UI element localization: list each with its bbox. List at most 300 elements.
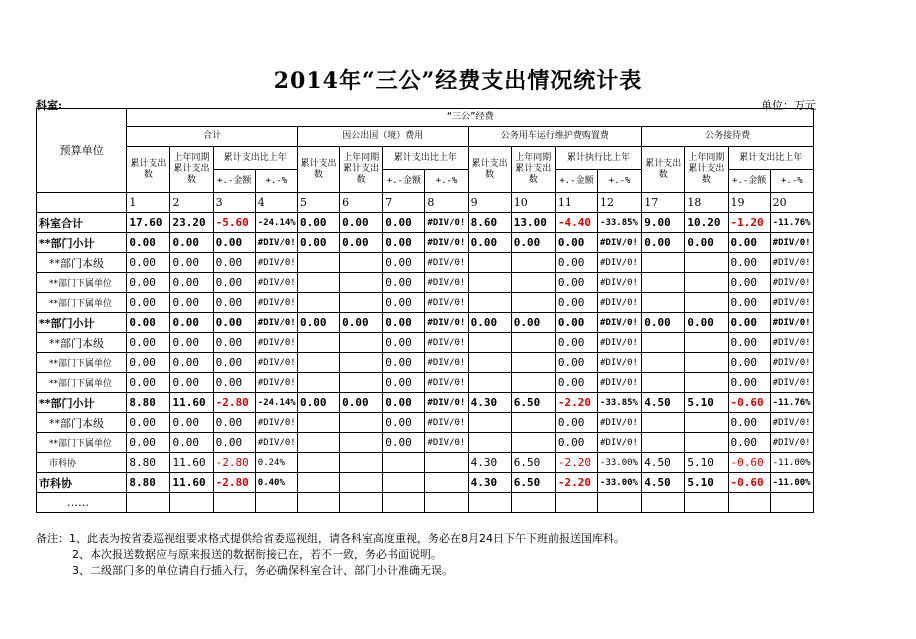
row-cell	[685, 333, 728, 353]
row-cell: -11.00%	[770, 473, 813, 493]
header-group-abroad: 因公出国（境）费用	[297, 127, 468, 147]
row-cell: #DIV/0!	[425, 433, 468, 453]
row-cell: 0.00	[213, 313, 255, 333]
header-compare: 累计支出比上年	[383, 147, 468, 170]
table-row	[37, 213, 814, 233]
row-cell: 0.00	[170, 353, 213, 373]
row-cell	[685, 413, 728, 433]
row-cell	[340, 433, 383, 453]
row-cell: 0.00	[511, 233, 555, 253]
row-cell: #DIV/0!	[770, 413, 813, 433]
row-cell: 6.50	[511, 453, 555, 473]
row-cell: 0.00	[383, 293, 425, 313]
header-amount: +.-金额	[213, 170, 255, 193]
row-unit-name: **部门下属单位	[37, 293, 127, 313]
row-cell: 11.60	[170, 473, 213, 493]
row-cell: 0.00	[340, 213, 383, 233]
row-cell: 10.20	[685, 213, 728, 233]
row-cell: 0.00	[642, 233, 685, 253]
row-cell	[297, 373, 339, 393]
row-cell: 0.00	[170, 413, 213, 433]
row-cell: 8.80	[127, 393, 170, 413]
header-compare: 累计支出比上年	[728, 147, 813, 170]
row-cell: 0.00	[170, 253, 213, 273]
header-amount: +.-金额	[728, 170, 770, 193]
row-cell: 0.00	[170, 233, 213, 253]
row-cell: -2.20	[555, 393, 597, 413]
header-group-total: 合计	[127, 127, 298, 147]
row-cell: #DIV/0!	[598, 433, 642, 453]
row-cell: 4.50	[642, 473, 685, 493]
column-number: 3	[213, 193, 255, 213]
header-amount: +.-金额	[383, 170, 425, 193]
row-unit-name: **部门下属单位	[37, 373, 127, 393]
row-cell: #DIV/0!	[255, 313, 297, 333]
row-cell	[297, 473, 339, 493]
row-cell: 11.60	[170, 453, 213, 473]
row-cell	[511, 253, 555, 273]
table-row	[37, 393, 814, 413]
row-cell: 0.00	[383, 273, 425, 293]
row-cell: 0.00	[728, 333, 770, 353]
row-cell: 0.00	[728, 273, 770, 293]
row-cell: 17.60	[127, 213, 170, 233]
row-cell	[468, 253, 511, 273]
row-unit-name: **部门下属单位	[37, 273, 127, 293]
header-cum-expense: 累计支出数	[297, 147, 339, 193]
row-cell: 0.00	[213, 333, 255, 353]
row-cell	[511, 373, 555, 393]
row-unit-name: **部门小计	[37, 313, 127, 333]
row-cell	[685, 273, 728, 293]
row-cell: 0.00	[555, 273, 597, 293]
row-cell: #DIV/0!	[425, 293, 468, 313]
row-cell: 0.00	[127, 233, 170, 253]
row-cell: 4.30	[468, 473, 511, 493]
statistics-table	[36, 108, 814, 513]
row-cell: 0.00	[213, 273, 255, 293]
row-cell	[297, 333, 339, 353]
row-cell: #DIV/0!	[770, 333, 813, 353]
row-cell: 0.00	[728, 233, 770, 253]
row-cell: 0.00	[555, 293, 597, 313]
row-cell: -0.60	[728, 393, 770, 413]
row-cell	[642, 273, 685, 293]
row-cell: 0.00	[511, 313, 555, 333]
row-cell	[468, 373, 511, 393]
table-row	[37, 413, 814, 433]
row-cell: 0.00	[127, 353, 170, 373]
header-cum-expense: 累计支出数	[468, 147, 511, 193]
row-cell: 0.00	[127, 413, 170, 433]
row-cell	[127, 493, 170, 513]
row-cell: -5.60	[213, 213, 255, 233]
row-cell	[297, 413, 339, 433]
row-cell	[340, 253, 383, 273]
row-cell: 0.00	[555, 373, 597, 393]
table-row	[37, 233, 814, 253]
row-cell	[511, 273, 555, 293]
row-cell	[297, 493, 339, 513]
row-cell	[642, 333, 685, 353]
note-3: 3、二级部门多的单位请自行插入行，务必确保科室合计、部门小计准确无误。	[72, 564, 453, 577]
row-unit-name: **部门小计	[37, 233, 127, 253]
note-2: 2、本次报送数据应与原来报送的数据衔接已在，若不一致，务必书面说明。	[72, 548, 442, 561]
row-cell: #DIV/0!	[770, 253, 813, 273]
row-cell: 0.00	[383, 333, 425, 353]
row-cell	[340, 293, 383, 313]
row-cell: #DIV/0!	[425, 413, 468, 433]
row-cell	[340, 473, 383, 493]
row-cell: 0.24%	[255, 453, 297, 473]
row-cell: #DIV/0!	[255, 273, 297, 293]
header-exec-compare: 累计执行比上年	[555, 147, 641, 170]
row-cell: #DIV/0!	[770, 233, 813, 253]
row-cell: 0.00	[297, 213, 339, 233]
row-cell: 0.00	[728, 253, 770, 273]
row-cell: 0.00	[383, 393, 425, 413]
row-cell: #DIV/0!	[598, 353, 642, 373]
row-cell: 0.00	[213, 413, 255, 433]
row-cell: 0.00	[213, 353, 255, 373]
header-pct: +.-%	[255, 170, 297, 193]
row-cell: 0.00	[555, 253, 597, 273]
table-row	[37, 353, 814, 373]
row-cell: 0.00	[468, 313, 511, 333]
header-prev-cum: 上年同期累计支出数	[170, 147, 213, 193]
table-row	[37, 473, 814, 493]
row-cell	[468, 493, 511, 513]
row-cell	[685, 253, 728, 273]
column-number: 4	[255, 193, 297, 213]
table-row	[37, 373, 814, 393]
header-cum-expense: 累计支出数	[127, 147, 170, 193]
row-cell: 0.00	[555, 313, 597, 333]
table-row	[37, 453, 814, 473]
row-cell: 0.00	[728, 373, 770, 393]
row-cell: 0.00	[383, 413, 425, 433]
row-cell	[642, 353, 685, 373]
row-cell: #DIV/0!	[425, 273, 468, 293]
row-cell	[685, 373, 728, 393]
row-cell: #DIV/0!	[255, 333, 297, 353]
column-number: 10	[511, 193, 555, 213]
row-cell	[213, 493, 255, 513]
row-cell: 0.00	[127, 293, 170, 313]
row-cell: 0.00	[127, 433, 170, 453]
column-number: 20	[770, 193, 813, 213]
header-pct: +.-%	[425, 170, 468, 193]
row-cell: 6.50	[511, 393, 555, 413]
row-cell: -2.80	[213, 393, 255, 413]
column-number: 11	[555, 193, 597, 213]
row-cell: #DIV/0!	[598, 313, 642, 333]
row-cell: 0.00	[383, 433, 425, 453]
row-cell	[642, 253, 685, 273]
row-cell: #DIV/0!	[255, 413, 297, 433]
table-row	[37, 333, 814, 353]
row-cell	[468, 333, 511, 353]
row-cell: -2.20	[555, 473, 597, 493]
row-unit-name: **部门下属单位	[37, 353, 127, 373]
row-cell	[340, 273, 383, 293]
row-cell	[685, 433, 728, 453]
row-cell: 0.00	[555, 413, 597, 433]
row-cell: #DIV/0!	[425, 353, 468, 373]
row-cell: #DIV/0!	[598, 293, 642, 313]
row-cell: 13.00	[511, 213, 555, 233]
column-number: 6	[340, 193, 383, 213]
row-cell: 0.00	[170, 333, 213, 353]
row-unit-name: **部门本级	[37, 333, 127, 353]
row-cell: -11.76%	[770, 213, 813, 233]
row-cell	[685, 353, 728, 373]
column-number: 7	[383, 193, 425, 213]
row-cell: 0.00	[728, 413, 770, 433]
row-unit-name: **部门下属单位	[37, 433, 127, 453]
row-cell: 0.00	[297, 313, 339, 333]
row-cell: #DIV/0!	[770, 373, 813, 393]
row-cell: #DIV/0!	[770, 273, 813, 293]
row-cell: #DIV/0!	[770, 293, 813, 313]
row-cell: #DIV/0!	[255, 433, 297, 453]
row-cell	[468, 273, 511, 293]
row-cell: 0.00	[127, 313, 170, 333]
row-cell: -1.20	[728, 213, 770, 233]
row-cell: 0.00	[685, 313, 728, 333]
column-number: 17	[642, 193, 685, 213]
row-cell: 0.40%	[255, 473, 297, 493]
row-cell: 6.50	[511, 473, 555, 493]
notes	[36, 531, 625, 579]
row-cell: 0.00	[555, 433, 597, 453]
row-cell: #DIV/0!	[770, 313, 813, 333]
table-row	[37, 293, 814, 313]
row-cell	[685, 493, 728, 513]
row-cell: 8.80	[127, 473, 170, 493]
row-cell: 0.00	[340, 233, 383, 253]
row-cell: 23.20	[170, 213, 213, 233]
row-cell: 0.00	[383, 313, 425, 333]
row-cell: #DIV/0!	[598, 233, 642, 253]
row-cell: #DIV/0!	[425, 213, 468, 233]
column-number: 1	[127, 193, 170, 213]
column-number: 18	[685, 193, 728, 213]
row-cell	[255, 493, 297, 513]
header-prev-cum: 上年同期累计支出数	[685, 147, 728, 193]
row-cell: 5.10	[685, 453, 728, 473]
row-cell: 0.00	[340, 313, 383, 333]
row-unit-name: **部门本级	[37, 413, 127, 433]
row-cell: #DIV/0!	[425, 233, 468, 253]
row-cell: 4.50	[642, 393, 685, 413]
row-cell: -33.00%	[598, 453, 642, 473]
row-cell	[297, 273, 339, 293]
row-cell	[642, 373, 685, 393]
row-cell	[340, 373, 383, 393]
row-cell	[642, 493, 685, 513]
row-cell	[468, 353, 511, 373]
row-cell: 0.00	[340, 393, 383, 413]
row-cell: 0.00	[170, 313, 213, 333]
row-cell	[297, 353, 339, 373]
row-cell	[297, 433, 339, 453]
unit-label: 单位：万元	[761, 99, 816, 112]
row-cell: -33.85%	[598, 213, 642, 233]
column-number: 9	[468, 193, 511, 213]
header-prev-cum: 上年同期累计支出数	[340, 147, 383, 193]
row-unit-name: ……	[37, 493, 127, 513]
row-cell: -11.00%	[770, 453, 813, 473]
row-cell: 0.00	[170, 293, 213, 313]
row-cell: -0.60	[728, 453, 770, 473]
row-unit-name: 科室合计	[37, 213, 127, 233]
row-cell: 0.00	[555, 353, 597, 373]
row-unit-name: 市科协	[37, 473, 127, 493]
row-cell: #DIV/0!	[425, 393, 468, 413]
row-cell	[511, 433, 555, 453]
row-cell: 0.00	[685, 233, 728, 253]
column-number: 5	[297, 193, 339, 213]
row-cell: #DIV/0!	[255, 233, 297, 253]
row-cell: 4.30	[468, 393, 511, 413]
row-cell: 5.10	[685, 473, 728, 493]
row-cell: 0.00	[170, 433, 213, 453]
row-cell: #DIV/0!	[255, 293, 297, 313]
row-cell: -2.80	[213, 453, 255, 473]
row-cell	[598, 493, 642, 513]
row-cell	[511, 413, 555, 433]
row-cell: 0.00	[383, 233, 425, 253]
row-cell: #DIV/0!	[425, 313, 468, 333]
row-cell: #DIV/0!	[425, 373, 468, 393]
row-cell: 0.00	[127, 253, 170, 273]
header-sangong: “三公”经费	[127, 109, 814, 127]
row-cell: 4.30	[468, 453, 511, 473]
row-cell	[468, 293, 511, 313]
row-cell: #DIV/0!	[770, 433, 813, 453]
row-cell: 0.00	[127, 373, 170, 393]
row-cell: 0.00	[728, 313, 770, 333]
row-cell: 0.00	[642, 313, 685, 333]
row-cell: 0.00	[213, 293, 255, 313]
row-cell: 0.00	[213, 373, 255, 393]
row-cell: 0.00	[170, 373, 213, 393]
row-cell	[297, 253, 339, 273]
header-amount: +.-金额	[555, 170, 597, 193]
row-cell	[642, 433, 685, 453]
row-cell: 0.00	[468, 233, 511, 253]
row-cell: 0.00	[297, 233, 339, 253]
row-cell	[468, 433, 511, 453]
header-cum-expense: 累计支出数	[642, 147, 685, 193]
row-cell: #DIV/0!	[598, 253, 642, 273]
department-label: 科室:	[36, 99, 63, 112]
table-row	[37, 313, 814, 333]
row-cell	[170, 493, 213, 513]
row-cell: 0.00	[213, 253, 255, 273]
row-cell: #DIV/0!	[255, 253, 297, 273]
row-cell	[685, 293, 728, 313]
note-1: 备注：1、此表为按省委巡视组要求格式提供给省委巡视组，请各科室高度重视，务必在8月24日下午下班前报送国库科。	[36, 532, 625, 545]
row-unit-name: **部门小计	[37, 393, 127, 413]
row-unit-name: **部门本级	[37, 253, 127, 273]
row-cell: 0.00	[170, 273, 213, 293]
row-cell: -24.14%	[255, 393, 297, 413]
row-cell: 0.00	[383, 353, 425, 373]
header-group-reception: 公务接待费	[642, 127, 814, 147]
header-budget-unit: 预算单位	[37, 109, 127, 193]
row-cell	[340, 353, 383, 373]
row-cell	[383, 473, 425, 493]
row-cell: #DIV/0!	[255, 373, 297, 393]
header-group-vehicle: 公务用车运行维护费购置费	[468, 127, 642, 147]
row-cell	[511, 493, 555, 513]
row-cell: 0.00	[127, 333, 170, 353]
row-cell: 0.00	[383, 253, 425, 273]
row-cell	[340, 413, 383, 433]
row-cell: -33.85%	[598, 393, 642, 413]
column-number: 12	[598, 193, 642, 213]
row-cell: 0.00	[213, 233, 255, 253]
row-cell: 0.00	[555, 333, 597, 353]
column-number: 19	[728, 193, 770, 213]
column-number-blank	[37, 193, 127, 213]
row-cell: 0.00	[555, 233, 597, 253]
header-pct: +.-%	[598, 170, 642, 193]
row-cell	[642, 413, 685, 433]
row-cell: -4.40	[555, 213, 597, 233]
row-cell	[770, 493, 813, 513]
header-pct: +.-%	[770, 170, 813, 193]
row-cell: #DIV/0!	[598, 413, 642, 433]
row-cell	[511, 293, 555, 313]
column-number: 2	[170, 193, 213, 213]
row-cell	[511, 333, 555, 353]
row-cell: 0.00	[383, 373, 425, 393]
page-title: 2014年“三公”经费支出情况统计表	[273, 68, 643, 94]
row-cell	[340, 333, 383, 353]
row-cell: #DIV/0!	[598, 373, 642, 393]
row-cell: -11.76%	[770, 393, 813, 413]
row-unit-name: 市科协	[37, 453, 127, 473]
row-cell	[728, 493, 770, 513]
table-row	[37, 253, 814, 273]
row-cell: 5.10	[685, 393, 728, 413]
row-cell: 0.00	[728, 353, 770, 373]
row-cell: #DIV/0!	[425, 253, 468, 273]
row-cell: -2.80	[213, 473, 255, 493]
row-cell: 8.80	[127, 453, 170, 473]
row-cell: #DIV/0!	[255, 353, 297, 373]
row-cell	[383, 493, 425, 513]
row-cell	[425, 453, 468, 473]
row-cell: -24.14%	[255, 213, 297, 233]
row-cell: #DIV/0!	[770, 353, 813, 373]
row-cell: 0.00	[728, 293, 770, 313]
row-cell: -0.60	[728, 473, 770, 493]
row-cell	[555, 493, 597, 513]
table-row	[37, 273, 814, 293]
row-cell	[425, 493, 468, 513]
row-cell	[297, 453, 339, 473]
header-compare: 累计支出比上年	[213, 147, 297, 170]
row-cell: 0.00	[213, 433, 255, 453]
row-cell: #DIV/0!	[425, 333, 468, 353]
row-cell: 11.60	[170, 393, 213, 413]
table-row	[37, 493, 814, 513]
row-cell	[340, 453, 383, 473]
